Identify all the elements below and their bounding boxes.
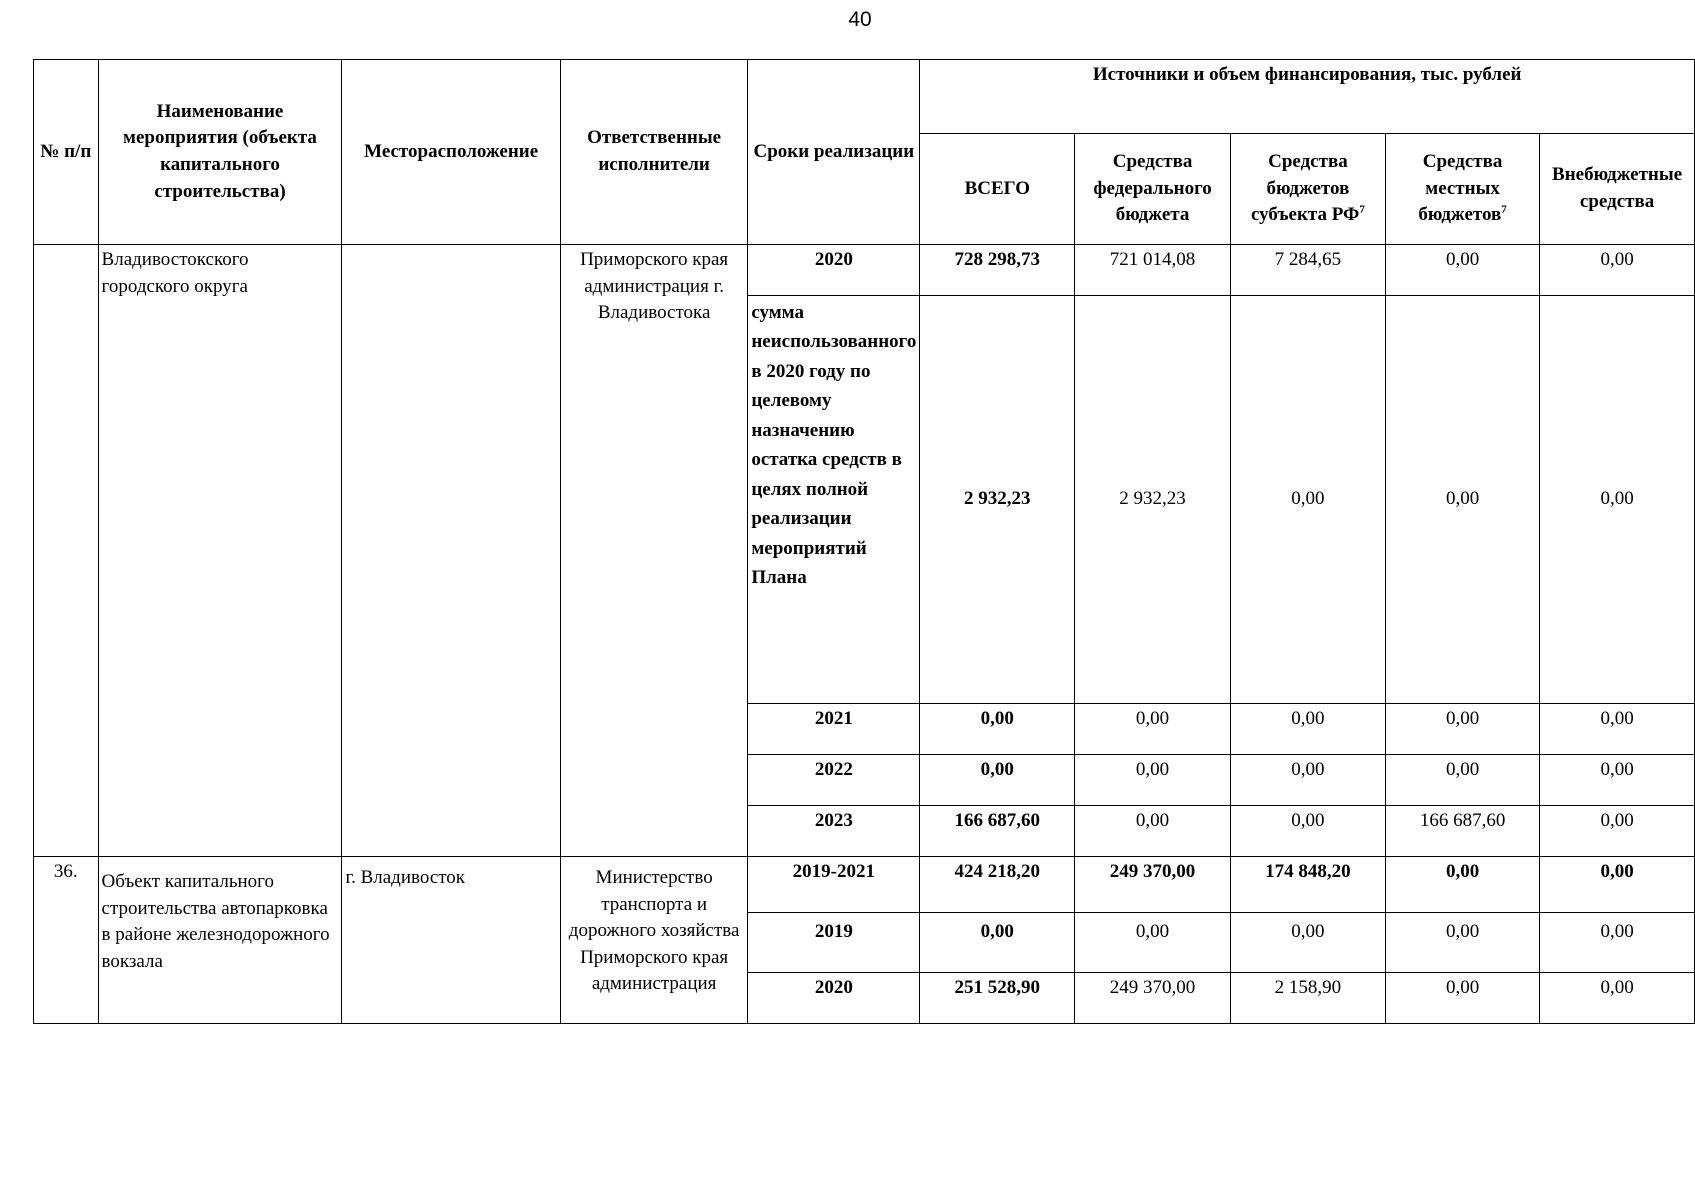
local-cell: 0,00	[1385, 755, 1539, 806]
period-cell: 2019	[748, 913, 920, 973]
local-cell: 0,00	[1385, 296, 1539, 704]
period-cell: сумма неиспользованного в 2020 году по целевому назначению остатка средств в целях полной реализации мероприятий Плана	[748, 296, 920, 704]
row-responsible-cell: Приморского края администрация г. Владивостока	[560, 245, 747, 857]
federal-cell: 249 370,00	[1075, 857, 1231, 913]
total-cell: 0,00	[920, 755, 1075, 806]
regional-cell: 0,00	[1230, 704, 1385, 755]
extra-cell: 0,00	[1540, 806, 1695, 857]
regional-cell: 174 848,20	[1230, 857, 1385, 913]
header-regional	[1230, 134, 1385, 245]
extra-cell: 0,00	[1540, 973, 1695, 1024]
extra-cell: 0,00	[1540, 755, 1695, 806]
extra-cell: 0,00	[1540, 245, 1695, 296]
period-cell: 2022	[748, 755, 920, 806]
extra-cell: 0,00	[1540, 296, 1695, 704]
header-regional-footnote: 7	[1359, 203, 1365, 216]
header-period: Сроки реализации	[748, 60, 920, 245]
local-cell: 0,00	[1385, 245, 1539, 296]
regional-cell: 2 158,90	[1230, 973, 1385, 1024]
local-cell: 0,00	[1385, 857, 1539, 913]
header-local	[1385, 134, 1539, 245]
total-cell: 0,00	[920, 913, 1075, 973]
federal-cell: 249 370,00	[1075, 973, 1231, 1024]
header-responsible: Ответственные исполнители	[560, 60, 747, 245]
federal-cell: 2 932,23	[1075, 296, 1231, 704]
federal-cell: 0,00	[1075, 913, 1231, 973]
period-cell: 2023	[748, 806, 920, 857]
total-cell: 251 528,90	[920, 973, 1075, 1024]
extra-cell: 0,00	[1540, 913, 1695, 973]
total-cell: 0,00	[920, 704, 1075, 755]
period-cell: 2019-2021	[748, 857, 920, 913]
total-cell: 424 218,20	[920, 857, 1075, 913]
header-location: Месторасположение	[342, 60, 561, 245]
row-num-cell: 36.	[34, 857, 99, 1024]
federal-cell: 0,00	[1075, 704, 1231, 755]
local-cell: 0,00	[1385, 704, 1539, 755]
header-num: № п/п	[34, 60, 99, 245]
regional-cell: 0,00	[1230, 755, 1385, 806]
regional-cell: 0,00	[1230, 806, 1385, 857]
row-name-cell: Владивостокского городского округа	[98, 245, 342, 857]
extra-cell: 0,00	[1540, 857, 1695, 913]
row-name-cell: Объект капитального строительства автопарковка в районе железнодорожного вокзала	[98, 857, 342, 1024]
header-local-footnote: 7	[1501, 203, 1507, 216]
period-cell: 2020	[748, 245, 920, 296]
header-extrabudget: Внебюджетные средства	[1540, 134, 1695, 245]
row-responsible-cell: Министерство транспорта и дорожного хозяйства Приморского края администрация	[560, 857, 747, 1024]
row-location-cell	[342, 245, 561, 857]
header-name: Наименование мероприятия (объекта капитального строительства)	[98, 60, 342, 245]
period-cell: 2020	[748, 973, 920, 1024]
header-total: ВСЕГО	[920, 134, 1075, 245]
extra-cell: 0,00	[1540, 704, 1695, 755]
header-regional-label: Средства бюджетов субъекта РФ	[1250, 151, 1360, 226]
total-cell: 728 298,73	[920, 245, 1075, 296]
regional-cell: 0,00	[1230, 913, 1385, 973]
federal-cell: 0,00	[1075, 806, 1231, 857]
federal-cell: 0,00	[1075, 755, 1231, 806]
regional-cell: 0,00	[1230, 296, 1385, 704]
header-federal: Средства федерального бюджета	[1075, 134, 1231, 245]
federal-cell: 721 014,08	[1075, 245, 1231, 296]
local-cell: 0,00	[1385, 913, 1539, 973]
total-cell: 166 687,60	[920, 806, 1075, 857]
header-local-label: Средства местных бюджетов	[1418, 151, 1503, 226]
table-row	[34, 245, 1695, 296]
financing-table	[33, 59, 1695, 1024]
row-location-cell: г. Владивосток	[342, 857, 561, 1024]
table-row	[34, 857, 1695, 913]
total-cell: 2 932,23	[920, 296, 1075, 704]
regional-cell: 7 284,65	[1230, 245, 1385, 296]
local-cell: 0,00	[1385, 973, 1539, 1024]
page-number: 40	[848, 8, 872, 31]
local-cell: 166 687,60	[1385, 806, 1539, 857]
period-cell: 2021	[748, 704, 920, 755]
row-num-cell	[34, 245, 99, 857]
header-sources-group: Источники и объем финансирования, тыс. рублей	[920, 60, 1695, 134]
